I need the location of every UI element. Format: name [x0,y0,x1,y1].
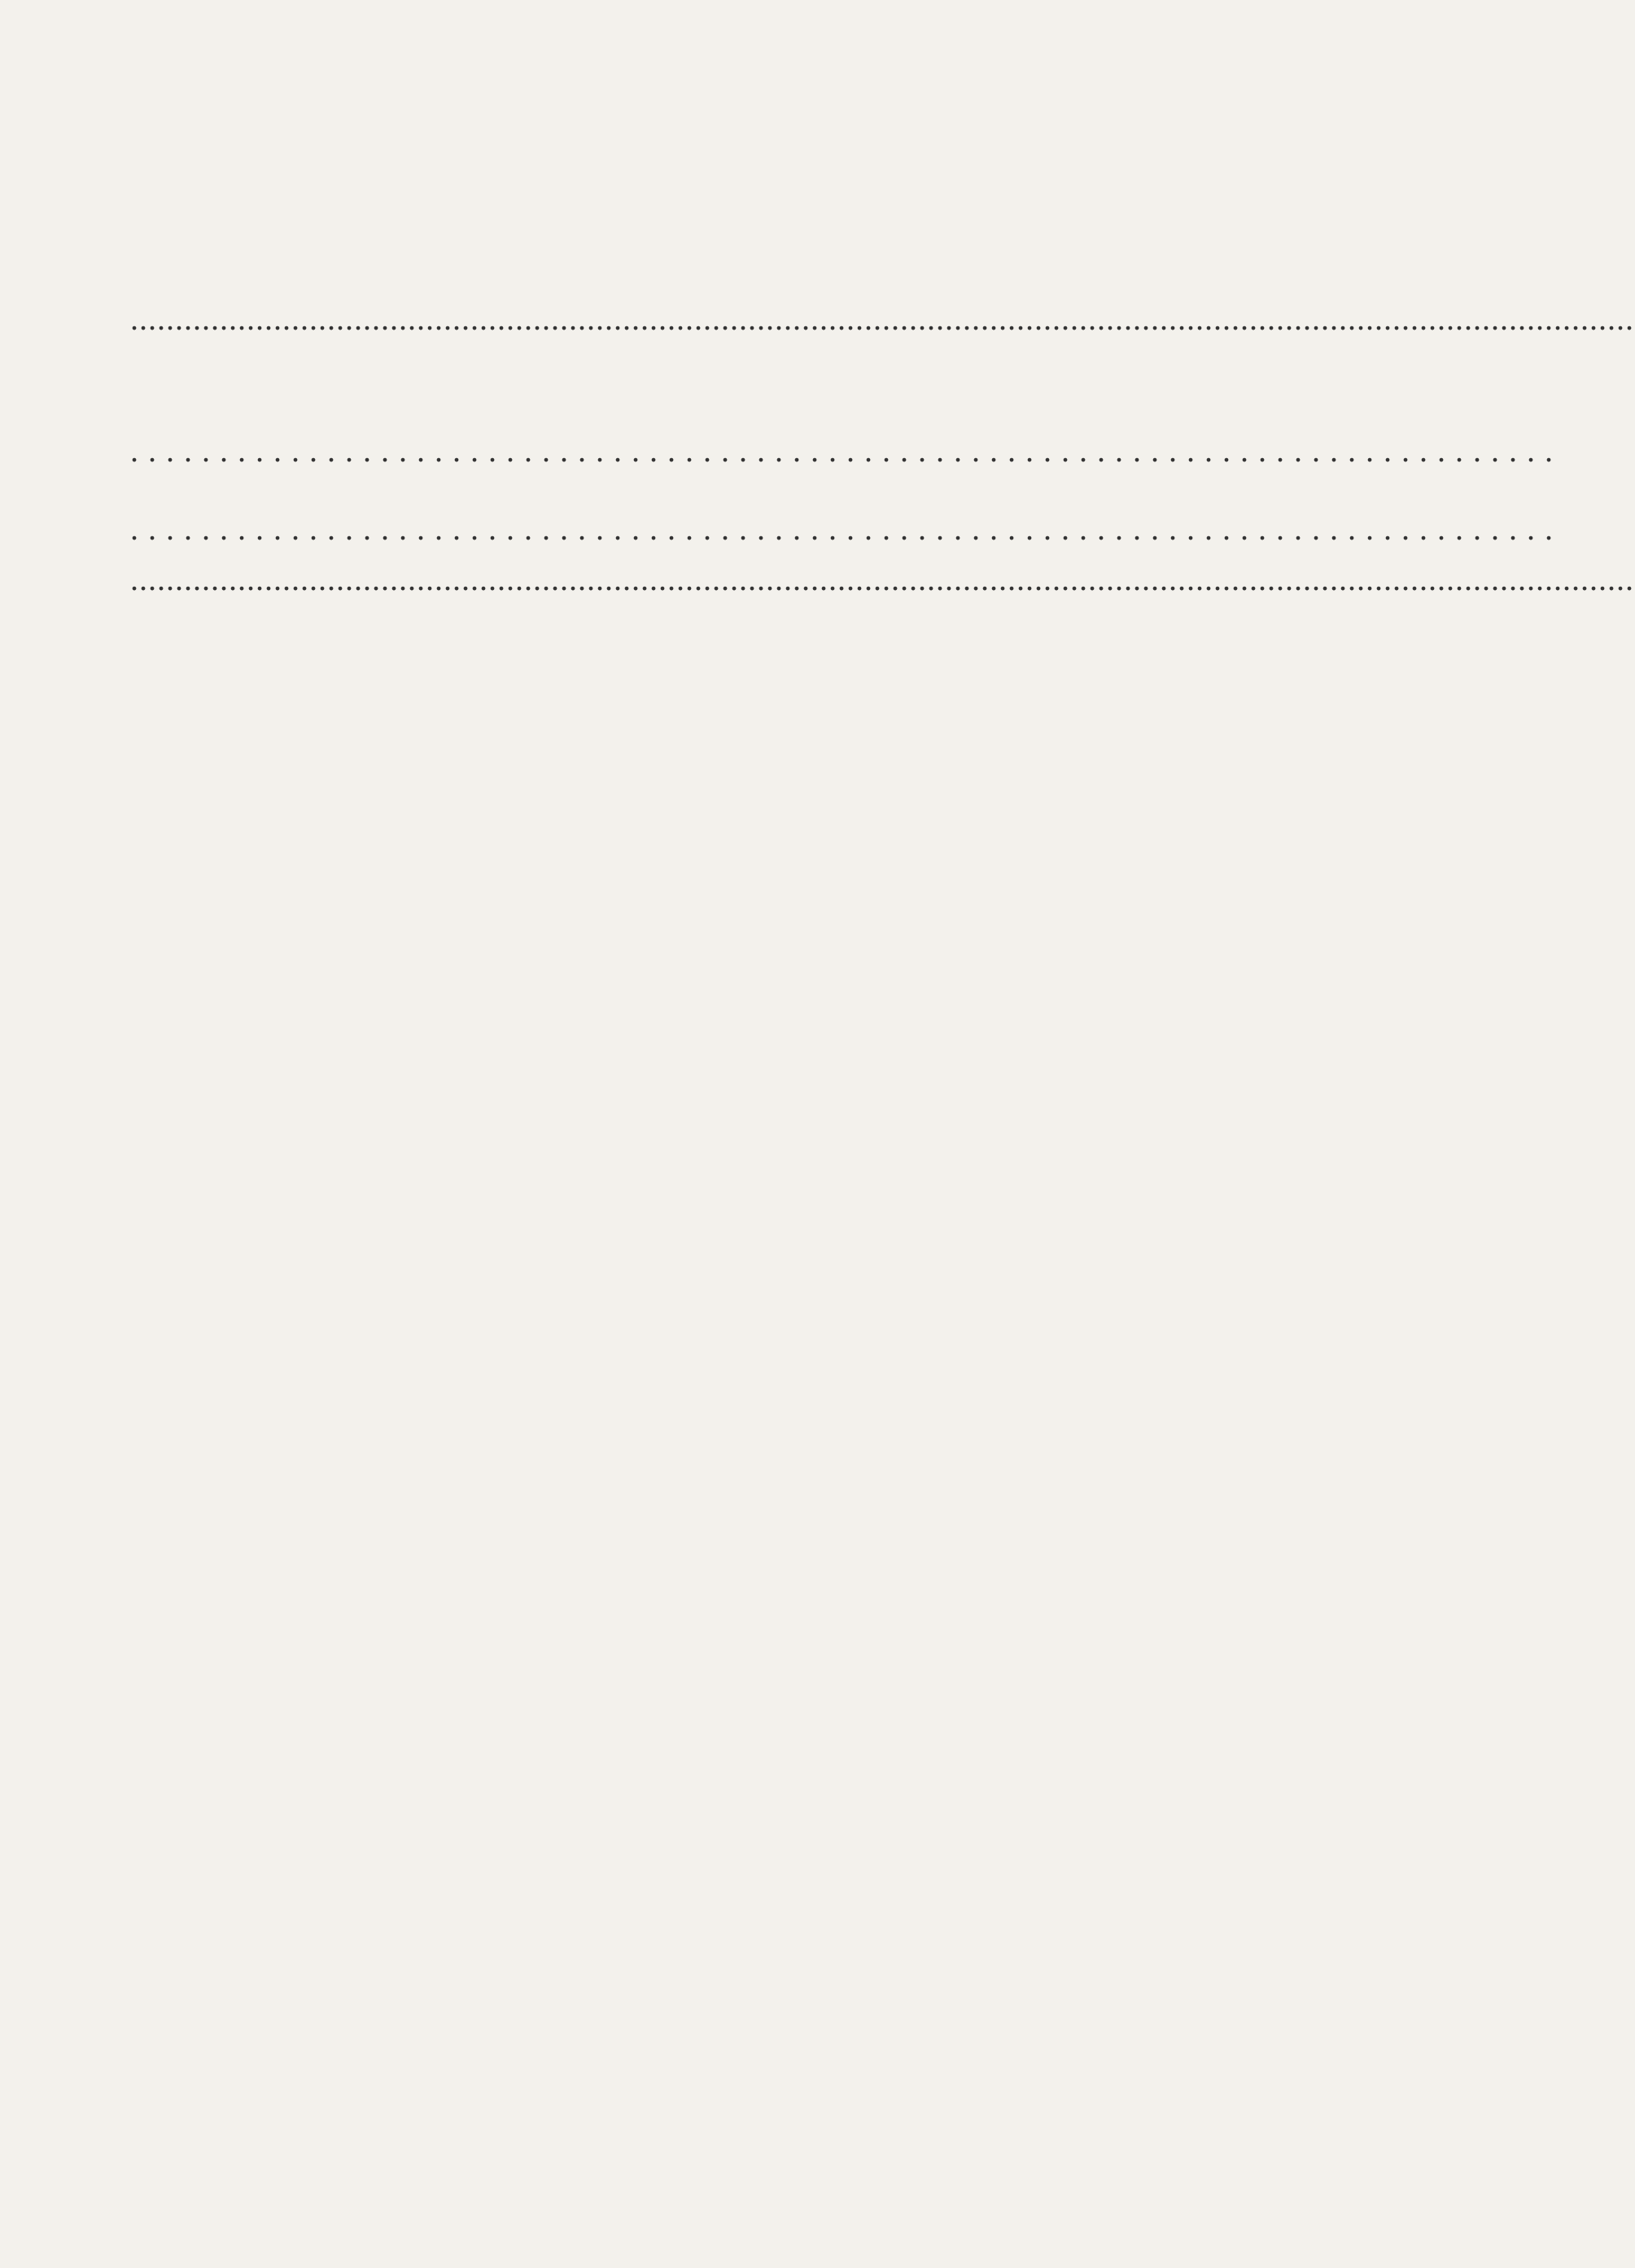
leader-dots: ........................................................................................................................................................................ [131,561,1635,597]
leader-dots: ........................................................................................................................................................................ [131,300,1635,337]
leader-dots: . . . . . . . . . . . . . . . . . . . . . . . . . . . . . . . . . . . . . . . . . . . . . . . . . . . . . . . . . . . . . . . . . . . . . . . . . . . . . . . . [131,510,1554,547]
section-heading-cover [126,662,1274,701]
toc-entry-publisher [126,560,1635,599]
toc-entry-donations [126,299,1635,339]
wishes-entry-2-line-2 [126,509,1554,548]
wishes-entry-1-line-1 [126,392,1274,431]
wishes-entry-2-line-1 [126,470,1274,509]
leader-dots: . . . . . . . . . . . . . . . . . . . . . . . . . . . . . . . . . . . . . . . . . . . . . . . . . . . . . . . . . . . . . . . . . . . . . . . . . . . . . . . . [131,432,1554,469]
wishes-entry-1-line-2 [126,431,1554,470]
table-of-contents [126,278,1635,770]
cover-credit [126,731,1274,770]
section-heading-wishes [126,345,1274,384]
